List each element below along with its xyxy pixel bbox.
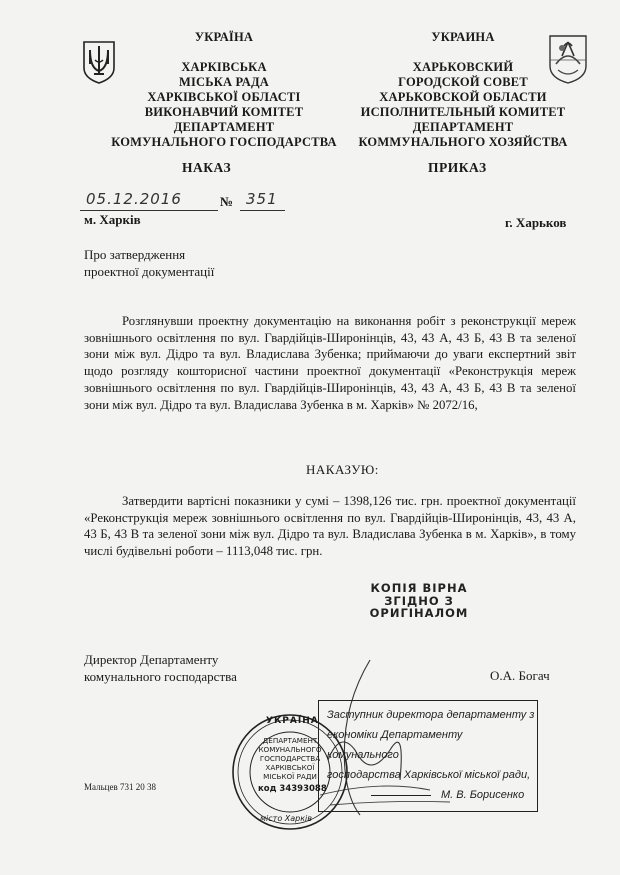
copy-stamp-line: ЗГІДНО З xyxy=(384,593,454,608)
subject-line: Про затвердження xyxy=(84,247,186,262)
certification-line: Заступник директора департаменту з xyxy=(327,709,535,721)
order-number: 351 xyxy=(246,190,278,208)
seal-inner-line: МІСЬКОЇ РАДИ xyxy=(263,772,317,781)
subject xyxy=(84,246,214,280)
copy-stamp-line: ОРИГІНАЛОМ xyxy=(369,606,469,620)
signatory-name: О.А. Богач xyxy=(490,668,550,683)
order-title-ru: ПРИКАЗ xyxy=(428,160,487,175)
seal-inner-line: ХАРКІВСЬКОЇ xyxy=(265,763,315,772)
header-right-line: ХАРЬКОВСКИЙ xyxy=(412,60,514,74)
copy-stamp-line: КОПІЯ ВІРНА xyxy=(370,581,468,595)
certification-stamp xyxy=(318,700,538,812)
number-label: № xyxy=(220,194,234,209)
seal-inner-line: ДЕПАРТАМЕНТ xyxy=(262,736,318,745)
number-underline xyxy=(240,210,285,211)
signature-position-line: Директор Департаменту xyxy=(84,652,219,667)
order-title-uk: НАКАЗ xyxy=(182,160,232,175)
header-left-line: УКРАЇНА xyxy=(194,30,254,44)
certification-name: М. В. Борисенко xyxy=(441,789,525,801)
header-left-line: ВИКОНАВЧИЙ КОМІТЕТ xyxy=(144,105,304,119)
certification-text xyxy=(327,705,535,785)
footer-note: Мальцев 731 20 38 xyxy=(84,782,156,792)
order-date: 05.12.2016 xyxy=(86,190,182,208)
header-left xyxy=(104,30,344,150)
copy-verified-stamp xyxy=(352,582,486,620)
seal-inner-line: ГОСПОДАРСТВА xyxy=(259,754,321,763)
header-left-line: ХАРКІВСЬКОЇ ОБЛАСТІ xyxy=(147,90,301,104)
body-paragraph-2: Затвердити вартісні показники у сумі – 1398,126 тис. грн. проектної документації «Реконструкція мереж зовнішнього освітлення по вул. Гвардійців-Широнінців, 43, 43 А, 43 Б, 43 В та зеленої зони між вул. Дідро та вул. Владислава Зубенка в м. Харків», в тому числі будівельні роботи – 1113,048 тис. грн. xyxy=(84,494,576,559)
city-uk: м. Харків xyxy=(84,212,141,227)
header-left-line: МІСЬКА РАДА xyxy=(178,75,270,89)
header-right xyxy=(348,30,578,150)
header-left-line: ХАРКІВСЬКА xyxy=(181,60,267,74)
certification-line: економіки Департаменту комунального xyxy=(327,729,463,761)
date-number-line xyxy=(80,190,285,214)
body-paragraph-1: Розглянувши проектну документацію на виконання робіт з реконструкції мереж зовнішнього освітлення по вул. Гвардійців-Широнінців, 43, 43 А, 43 Б, 43 В та зеленої зони між вул. Дідро та вул. Владислава Зубенка; приймаючи до уваги експертний звіт щодо розгляду кошторисної частини проектної документації «Реконструкція мереж зовнішнього освітлення по вул. Гвардійців-Широнінців, 43, 43 А, 43 Б, 43 В та зеленої зони між вул. Дідро та вул. Владислава Зубенка в м. Харків» № 2072/16, xyxy=(84,314,576,412)
subject-line: проектної документації xyxy=(84,264,215,279)
signature-position-line: комунального господарства xyxy=(84,669,237,684)
signature-position xyxy=(84,651,237,685)
city-ru: г. Харьков xyxy=(505,215,567,230)
header-left-line: КОМУНАЛЬНОГО ГОСПОДАРСТВА xyxy=(111,135,337,149)
header-right-line: КОММУНАЛЬНОГО ХОЗЯЙСТВА xyxy=(358,135,568,149)
header-right-line: ГОРОДСКОЙ СОВЕТ xyxy=(398,75,528,89)
seal-outer-top: УКРАЇНА xyxy=(266,716,319,726)
header-right-line: ИСПОЛНИТЕЛЬНЫЙ КОМИТЕТ xyxy=(360,105,566,119)
date-underline xyxy=(80,210,218,211)
header-right-line: ДЕПАРТАМЕНТ xyxy=(412,120,514,134)
command-heading: НАКАЗУЮ: xyxy=(306,462,379,477)
certification-underline xyxy=(371,795,431,796)
seal-outer-bottom: місто Харків xyxy=(260,814,312,823)
seal-inner-text xyxy=(254,736,326,781)
seal-code: код 34393088 xyxy=(258,784,327,794)
seal-inner-line: КОМУНАЛЬНОГО xyxy=(258,745,322,754)
certification-line: господарства Харківської міської ради, xyxy=(327,769,531,781)
header-right-line: ХАРЬКОВСКОЙ ОБЛАСТИ xyxy=(379,90,547,104)
header-right-line: УКРАИНА xyxy=(431,30,495,44)
header-left-line: ДЕПАРТАМЕНТ xyxy=(173,120,275,134)
